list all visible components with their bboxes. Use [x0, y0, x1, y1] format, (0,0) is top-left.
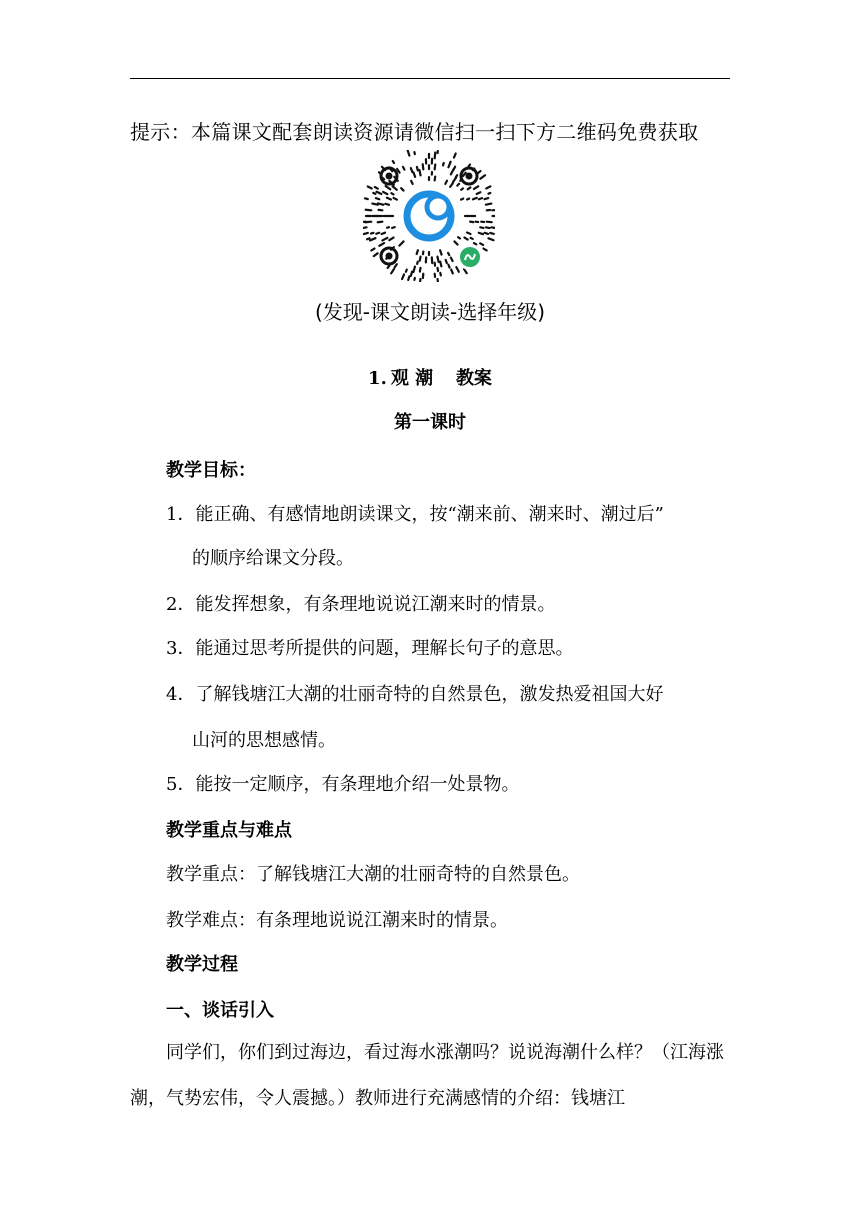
lesson-number: 1. — [368, 368, 387, 389]
goal-item-continued: 的顺序给课文分段。 — [192, 548, 354, 569]
goal-item: 2．能发挥想象，有条理地说说江潮来时的情景。 — [166, 594, 556, 615]
goal-item: 4．了解钱塘江大潮的壮丽奇特的自然景色，激发热爱祖国大好 — [166, 684, 664, 705]
lesson-suffix: 教案 — [455, 368, 492, 389]
goal-item-continued: 山河的思想感情。 — [192, 730, 336, 751]
difficult-point: 教学难点：有条理地说说江潮来时的情景。 — [166, 910, 508, 931]
lesson-name: 观 潮 — [390, 368, 434, 389]
goal-item: 5．能按一定顺序，有条理地介绍一处景物。 — [166, 774, 520, 795]
section-heading: 一、谈话引入 — [166, 1000, 274, 1021]
goal-item: 1．能正确、有感情地朗读课文，按“潮来前、潮来时、潮过后” — [166, 504, 664, 525]
miniprogram-qr-code[interactable] — [363, 150, 495, 282]
key-point: 教学重点：了解钱塘江大潮的壮丽奇特的自然景色。 — [166, 864, 580, 885]
goal-item: 3．能通过思考所提供的问题，理解长句子的意思。 — [166, 638, 574, 659]
process-heading: 教学过程 — [166, 954, 238, 975]
qr-caption: (发现-课文朗读-选择年级) — [314, 300, 546, 324]
header-rule — [130, 78, 730, 79]
focus-heading: 教学重点与难点 — [166, 820, 292, 841]
goals-heading: 教学目标： — [166, 460, 256, 481]
lesson-period: 第一课时 — [394, 412, 466, 433]
lesson-title — [0, 364, 860, 390]
audio-resource-notice: 提示：本篇课文配套朗读资源请微信扫一扫下方二维码免费获取 — [130, 120, 699, 144]
intro-paragraph: 同学们，你们到过海边，看过海水涨潮吗？说说海潮什么样？（江海涨潮，气势宏伟，令人震撼。）教师进行充满感情的介绍：钱塘江 — [130, 1042, 724, 1109]
